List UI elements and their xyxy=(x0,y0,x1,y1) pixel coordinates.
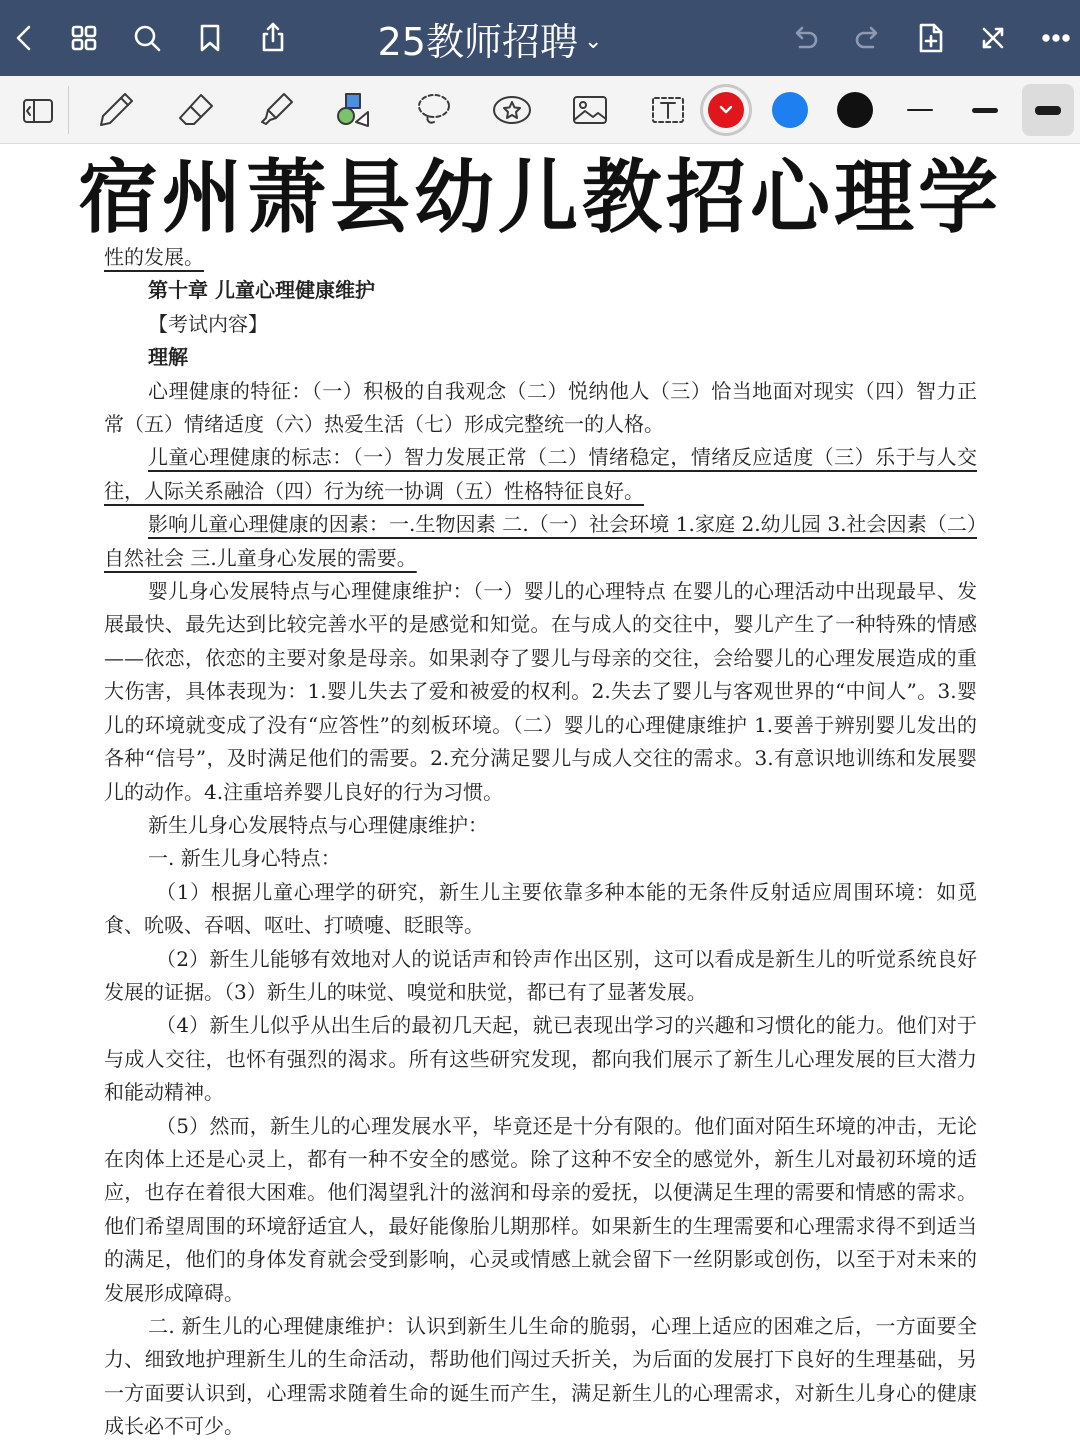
pen-icon[interactable] xyxy=(90,84,142,136)
paragraph-mental-health-features: 心理健康的特征：（一）积极的自我观念（二）悦纳他人（三）恰当地面对现实（四）智力正常（五）情绪适度（六）热爱生活（七）形成完整统一的人格。 xyxy=(104,378,977,437)
color-black-swatch[interactable] xyxy=(837,92,873,128)
add-page-icon[interactable] xyxy=(907,14,955,62)
stroke-thick-option[interactable] xyxy=(1022,84,1074,136)
shapes-icon[interactable] xyxy=(328,84,380,136)
chapter-heading: 第十章 儿童心理健康维护 xyxy=(148,278,375,303)
annotation-toolbar xyxy=(0,76,1080,144)
more-icon[interactable] xyxy=(1032,14,1080,62)
page-heading: 宿州萧县幼儿教招心理学 xyxy=(78,151,1002,244)
stroke-medium-option[interactable] xyxy=(959,84,1011,136)
redo-icon[interactable] xyxy=(844,14,892,62)
stroke-thin-option[interactable] xyxy=(894,84,946,136)
paragraph-newborn-point-4: （4）新生儿似乎从出生后的最初几天起，就已表现出学习的兴趣和习惯化的能力。他们对于与成人交往，也怀有强烈的渴求。所有这些研究发现，都向我们展示了新生儿心理发展的巨大潜力和能动精神。 xyxy=(104,1013,977,1105)
document-body xyxy=(104,241,977,1440)
lasso-icon[interactable] xyxy=(408,84,460,136)
text-influencing-factors: 影响儿童心理健康的因素：一.生物因素 二.（一）社会环境 1.家庭 2.幼儿园 3.社会因素（二）自然社会 三.儿童身心发展的需要。 xyxy=(104,512,977,570)
paragraph-mental-health-marks xyxy=(104,441,977,508)
paragraph-newborn-point-2: （2）新生儿能够有效地对人的说话声和铃声作出区别，这可以看成是新生儿的听觉系统良好发展的证据。（3）新生儿的味觉、嗅觉和肤觉，都已有了显著发展。 xyxy=(104,946,977,1004)
document-title-dropdown[interactable] xyxy=(360,12,620,64)
chevron-down-icon: ⌄ xyxy=(583,28,603,54)
sidebar-toggle-icon[interactable] xyxy=(12,84,64,136)
color-blue-swatch[interactable] xyxy=(772,92,808,128)
toolbar-divider xyxy=(68,86,69,134)
close-fullscreen-icon[interactable] xyxy=(969,14,1017,62)
title-bar xyxy=(0,0,1080,76)
paragraph-newborn-care: 二. 新生儿的心理健康维护：认识到新生儿生命的脆弱，心理上适应的困难之后，一方面要全力、细致地护理新生儿的生命活动，帮助他们闯过夭折关，为后面的发展打下良好的生理基础，另一方面要认识到，心理需求随着生命的诞生而产生，满足新生儿的心理需求，对新生儿身心的健康成长必不可少。 xyxy=(104,1314,977,1439)
exam-content-label: 【考试内容】 xyxy=(148,311,268,336)
image-icon[interactable] xyxy=(564,84,616,136)
share-icon[interactable] xyxy=(249,14,297,62)
undo-icon[interactable] xyxy=(781,14,829,62)
search-icon[interactable] xyxy=(123,14,171,62)
paragraph-infant-development: 婴儿身心发展特点与心理健康维护：（一）婴儿的心理特点 在婴儿的心理活动中出现最早、发展最快、最先达到比较完善水平的是感觉和知觉。在与成人的交往中，婴儿产生了一种特殊的情感——依恋，依恋的主要对象是母亲。如果剥夺了婴儿与母亲的交往，会给婴儿的心理发展造成的重大伤害，具体表现为：1.婴儿失去了爱和被爱的权利。2.失去了婴儿与客观世界的“中间人”。3.婴儿的环境就变成了没有“应答性”的刻板环境。（二）婴儿的心理健康维护 1.要善于辨别婴儿发出的各种“信号”，及时满足他们的需要。2.充分满足婴儿与成人交往的需求。3.有意识地训练和发展婴儿的动作。4.注重培养婴儿良好的行为习惯。 xyxy=(104,579,977,804)
highlighter-icon[interactable] xyxy=(250,84,302,136)
eraser-icon[interactable] xyxy=(170,84,222,136)
sticker-icon[interactable] xyxy=(486,84,538,136)
paragraph-newborn-point-1: （1）根据儿童心理学的研究，新生儿主要依靠多种本能的无条件反射适应周围环境：如觅食、吮吸、吞咽、呕吐、打喷嚏、眨眼等。 xyxy=(104,879,977,938)
text-tool-icon[interactable] xyxy=(642,84,694,136)
understand-label: 理解 xyxy=(148,345,188,370)
paragraph-newborn-title: 新生儿身心发展特点与心理健康维护： xyxy=(148,812,488,837)
paragraph-newborn-point-5: （5）然而，新生儿的心理发展水平，毕竟还是十分有限的。他们面对陌生环境的冲击，无论在肉体上还是心灵上，都有一种不安全的感觉。除了这种不安全的感觉外，新生儿对最初环境的适应，也存在着很大困难。他们渴望乳汁的滋润和母亲的爱抚，以便满足生理的需要和情感的需求。他们希望周围的环境舒适宜人，最好能像胎儿期那样。如果新生的生理需要和心理需求得不到适当的满足，他们的身体发育就会受到影响，心灵或情感上就会留下一丝阴影或创伤，以至于对未来的发展形成障碍。 xyxy=(104,1113,977,1305)
paragraph-continuation xyxy=(104,241,977,274)
text-mental-health-marks: 儿童心理健康的标志：（一）智力发展正常（二）情绪稳定，情绪反应适度（三）乐于与人交往，人际关系融洽（四）行为统一协调（五）性格特征良好。 xyxy=(104,445,977,503)
text-continuation: 性的发展。 xyxy=(104,245,204,269)
color-red-swatch[interactable] xyxy=(708,92,744,128)
back-icon[interactable] xyxy=(0,14,48,62)
document-title: 25教师招聘 xyxy=(377,19,578,64)
paragraph-influencing-factors xyxy=(104,508,977,575)
grid-icon[interactable] xyxy=(60,14,108,62)
paragraph-newborn-section-1: 一. 新生儿身心特点： xyxy=(148,846,341,871)
bookmark-icon[interactable] xyxy=(186,14,234,62)
